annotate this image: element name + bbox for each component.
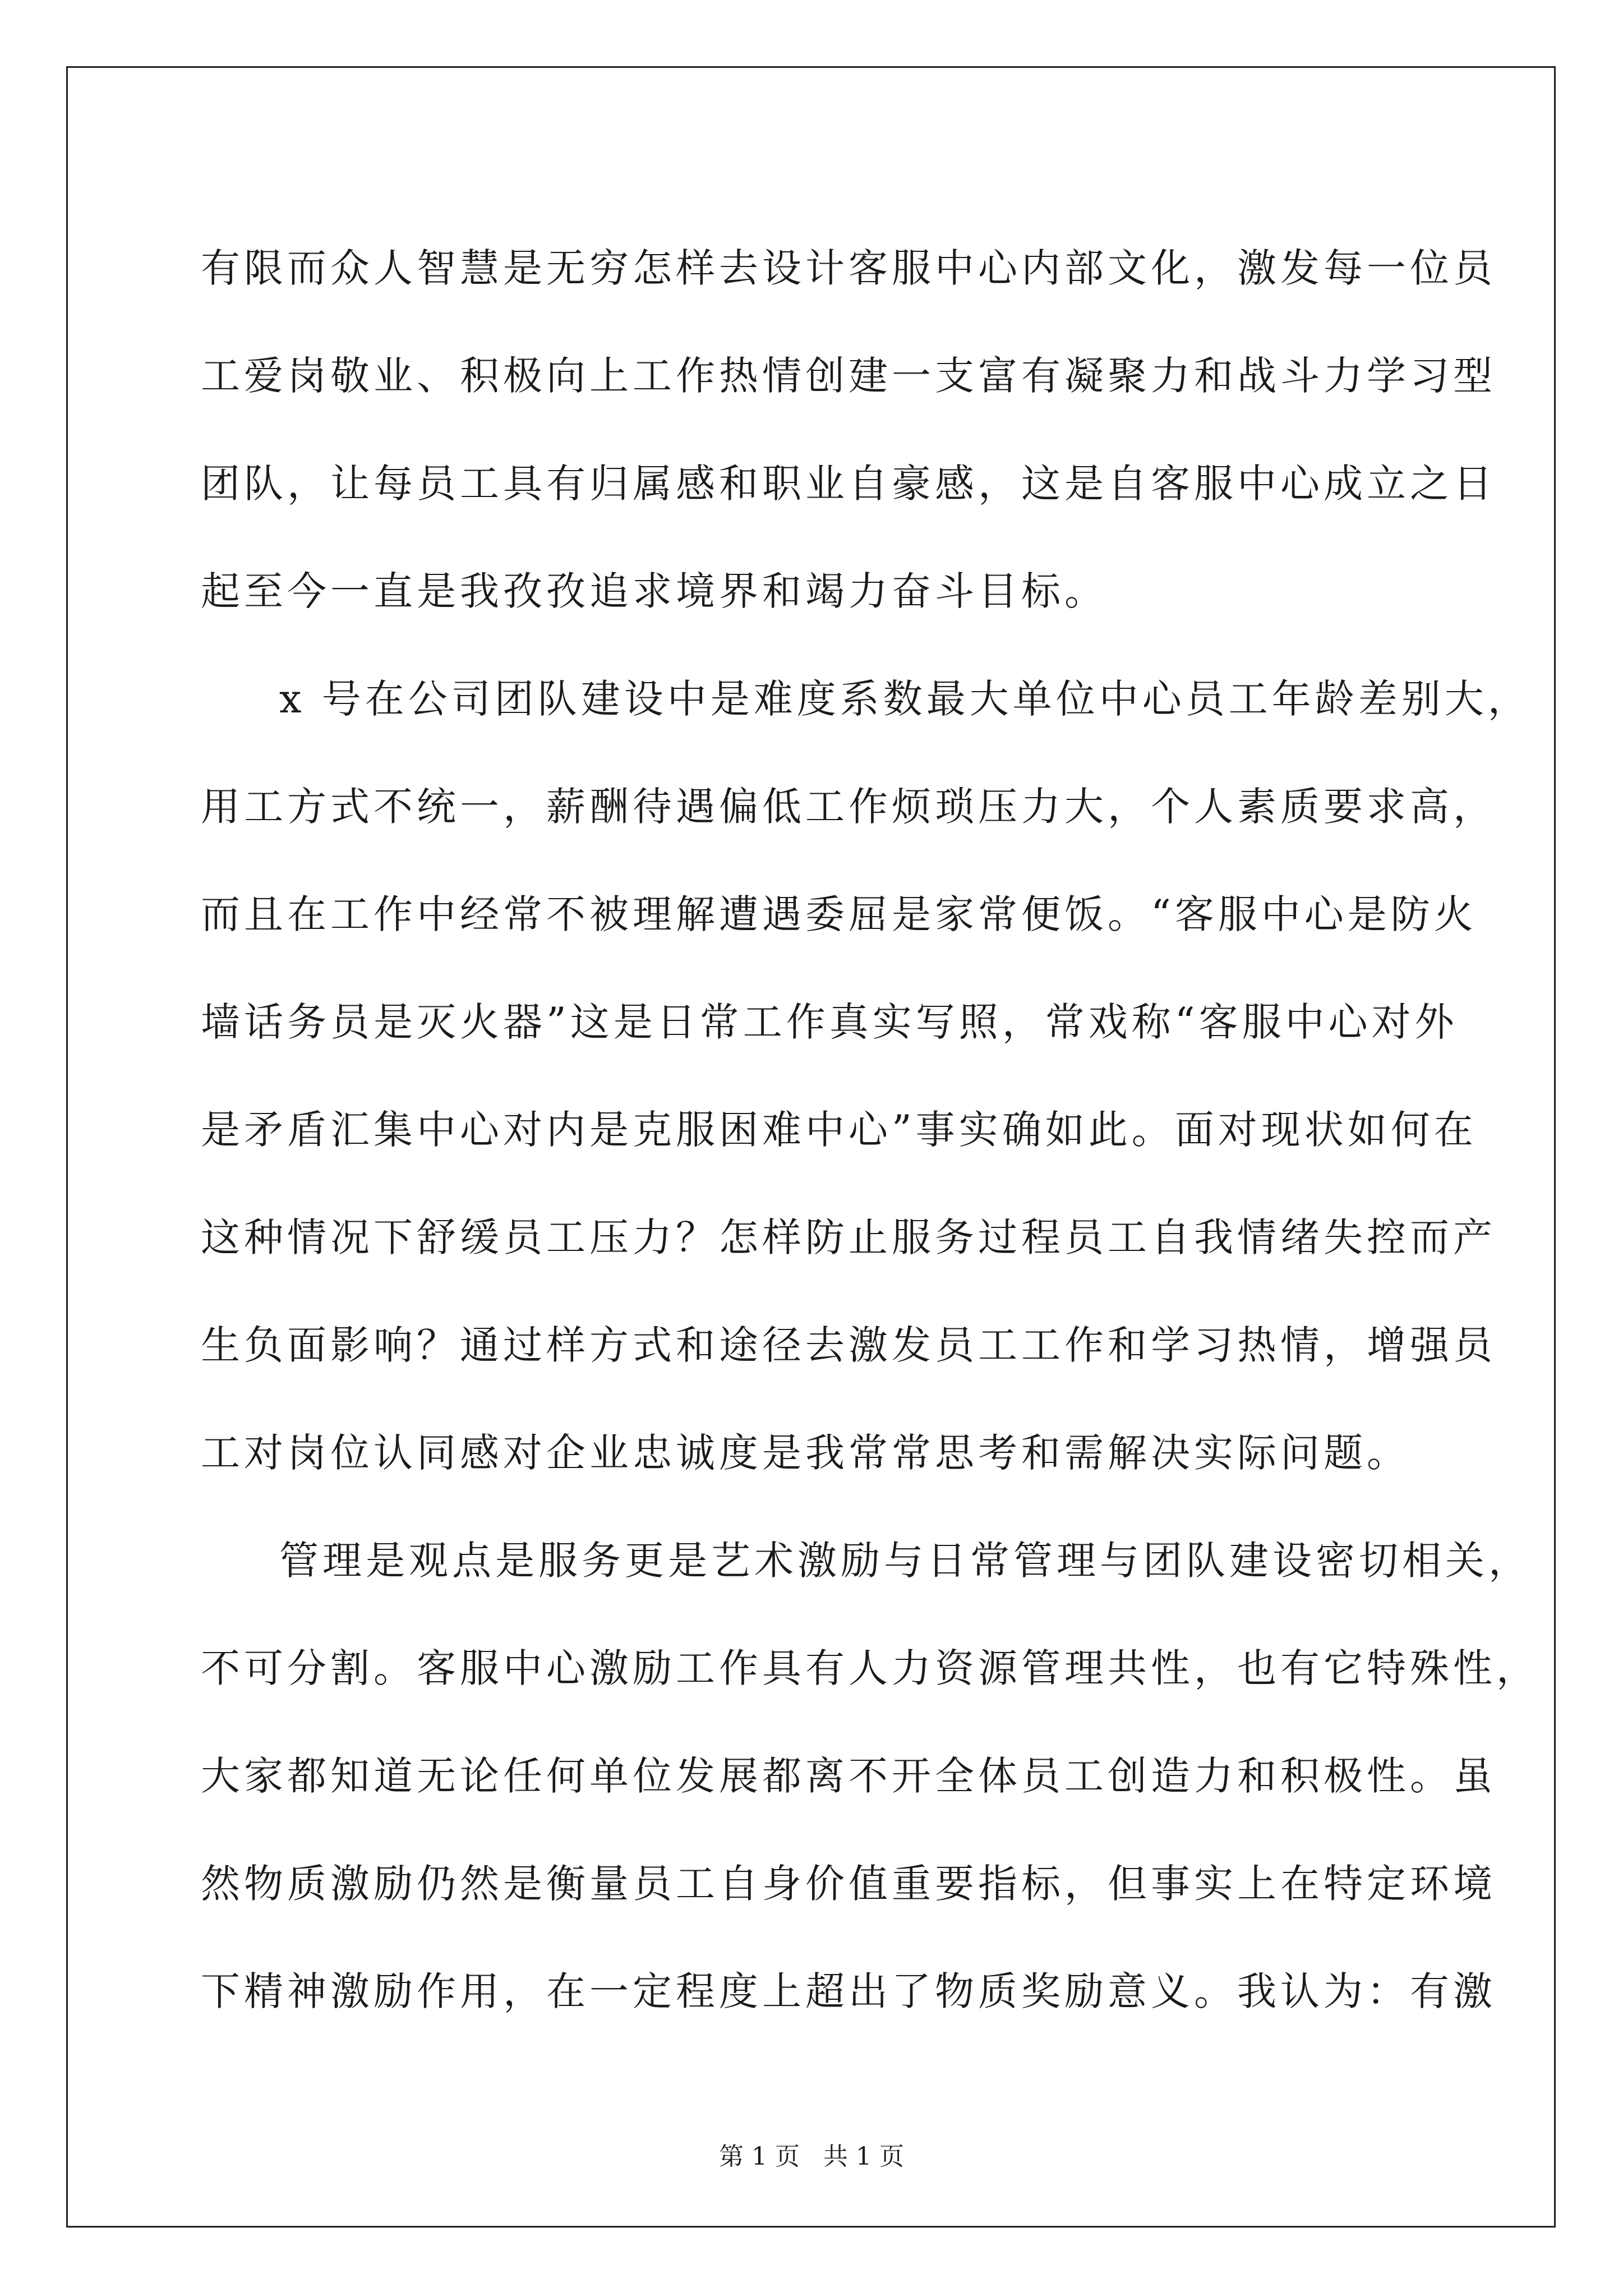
text-line-9: 是矛盾汇集中心对内是克服困难中心”事实确如此。面对现状如何在 — [201, 1107, 1477, 1153]
text-line-10: 这种情况下舒缓员工压力？怎样防止服务过程员工自我情绪失控而产 — [201, 1214, 1496, 1260]
page-footer: 第 1 页 共 1 页 — [719, 2142, 904, 2171]
text-line-3: 团队，让每员工具有归属感和职业自豪感，这是自客服中心成立之日 — [201, 461, 1496, 507]
text-line-5: x 号在公司团队建设中是难度系数最大单位中心员工年龄差别大， — [279, 676, 1531, 722]
text-line-13: 管理是观点是服务更是艺术激励与日常管理与团队建设密切相关， — [279, 1538, 1532, 1584]
text-line-12: 工对岗位认同感对企业忠诚度是我常常思考和需解决实际问题。 — [201, 1430, 1410, 1476]
text-line-6: 用工方式不统一，薪酬待遇偏低工作烦琐压力大，个人素质要求高， — [201, 784, 1496, 830]
text-line-17: 下精神激励作用，在一定程度上超出了物质奖励意义。我认为：有激 — [201, 1968, 1496, 2014]
text-line-15: 大家都知道无论任何单位发展都离不开全体员工创造力和积极性。虽 — [201, 1753, 1496, 1799]
text-line-16: 然物质激励仍然是衡量员工自身价值重要指标，但事实上在特定环境 — [201, 1861, 1496, 1907]
text-line-8: 墙话务员是灭火器”这是日常工作真实写照，常戏称“客服中心对外 — [201, 999, 1458, 1045]
text-line-11: 生负面影响？通过样方式和途径去激发员工工作和学习热情，增强员 — [201, 1322, 1496, 1368]
text-line-7: 而且在工作中经常不被理解遭遇委屈是家常便饭。“客服中心是防火 — [201, 891, 1477, 937]
text-line-4: 起至今一直是我孜孜追求境界和竭力奋斗目标。 — [201, 568, 1108, 614]
text-line-2: 工爱岗敬业、积极向上工作热情创建一支富有凝聚力和战斗力学习型 — [201, 353, 1496, 399]
document-body — [201, 214, 1539, 2045]
text-line-14: 不可分割。客服中心激励工作具有人力资源管理共性，也有它特殊性， — [201, 1645, 1539, 1691]
text-line-1: 有限而众人智慧是无穷怎样去设计客服中心内部文化，激发每一位员 — [201, 245, 1496, 291]
